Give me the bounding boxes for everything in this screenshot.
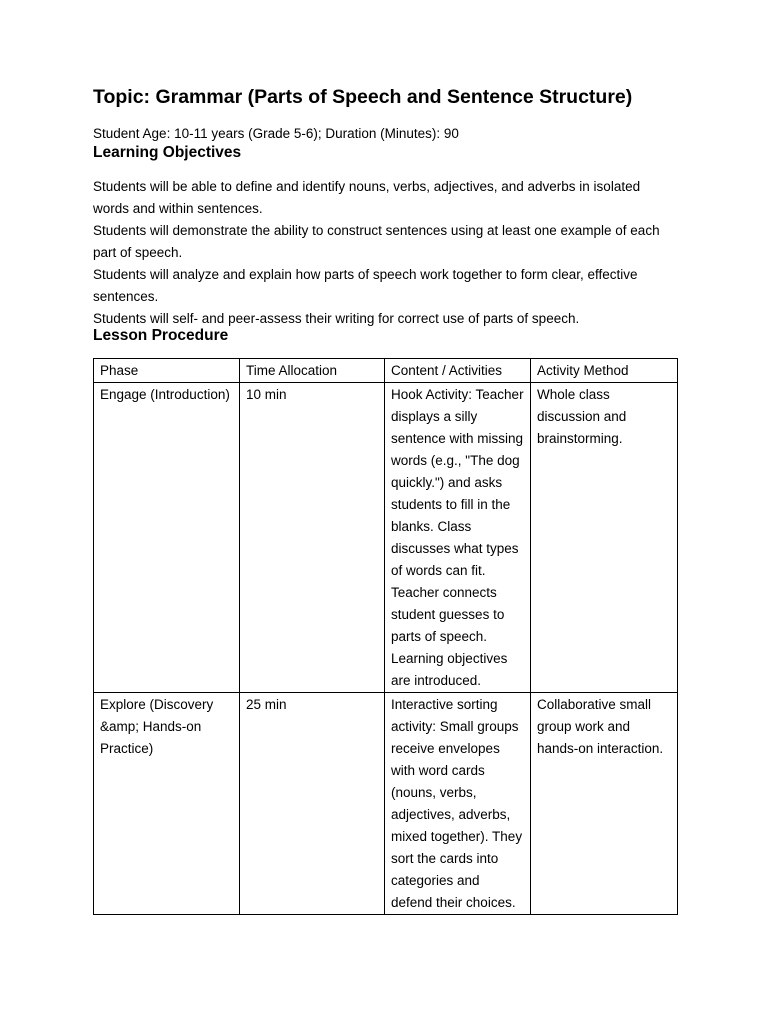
objective-item: Students will demonstrate the ability to construct sentences using at least one example of each part of speech. [93, 223, 660, 260]
cell-method: Collaborative small group work and hands-on interaction. [531, 693, 678, 915]
table-header-row [94, 359, 678, 383]
header-phase: Phase [94, 359, 240, 383]
lesson-procedure-table [93, 358, 678, 915]
header-time-allocation: Time Allocation [240, 359, 385, 383]
cell-content: Interactive sorting activity: Small groups receive envelopes with word cards (nouns, verbs, adjectives, adverbs, mixed together). They sort the cards into categories and defend their choices. [385, 693, 531, 915]
objective-item: Students will analyze and explain how parts of speech work together to form clear, effective sentences. [93, 267, 638, 304]
cell-time: 10 min [240, 383, 385, 693]
lesson-procedure-heading: Lesson Procedure [93, 327, 229, 344]
learning-objectives-list [93, 176, 677, 330]
cell-time: 25 min [240, 693, 385, 915]
table-row [94, 693, 678, 915]
objective-item: Students will be able to define and identify nouns, verbs, adjectives, and adverbs in isolated words and within sentences. [93, 179, 641, 216]
header-activity-method: Activity Method [531, 359, 678, 383]
table-row [94, 383, 678, 693]
cell-phase: Explore (Discovery &amp; Hands-on Practice) [94, 693, 240, 915]
cell-phase: Engage (Introduction) [94, 383, 240, 693]
cell-content: Hook Activity: Teacher displays a silly sentence with missing words (e.g., "The dog quickly.") and asks students to fill in the blanks. Class discusses what types of words can fit. Teacher connects student guesses to parts of speech. Learning objectives are introduced. [385, 383, 531, 693]
objective-item: Students will self- and peer-assess their writing for correct use of parts of speech. [93, 311, 580, 326]
header-content-activities: Content / Activities [385, 359, 531, 383]
student-age-duration: Student Age: 10-11 years (Grade 5-6); Duration (Minutes): 90 [93, 126, 459, 141]
document-title: Topic: Grammar (Parts of Speech and Sentence Structure) [93, 86, 633, 108]
learning-objectives-heading: Learning Objectives [93, 144, 242, 161]
cell-method: Whole class discussion and brainstorming. [531, 383, 678, 693]
